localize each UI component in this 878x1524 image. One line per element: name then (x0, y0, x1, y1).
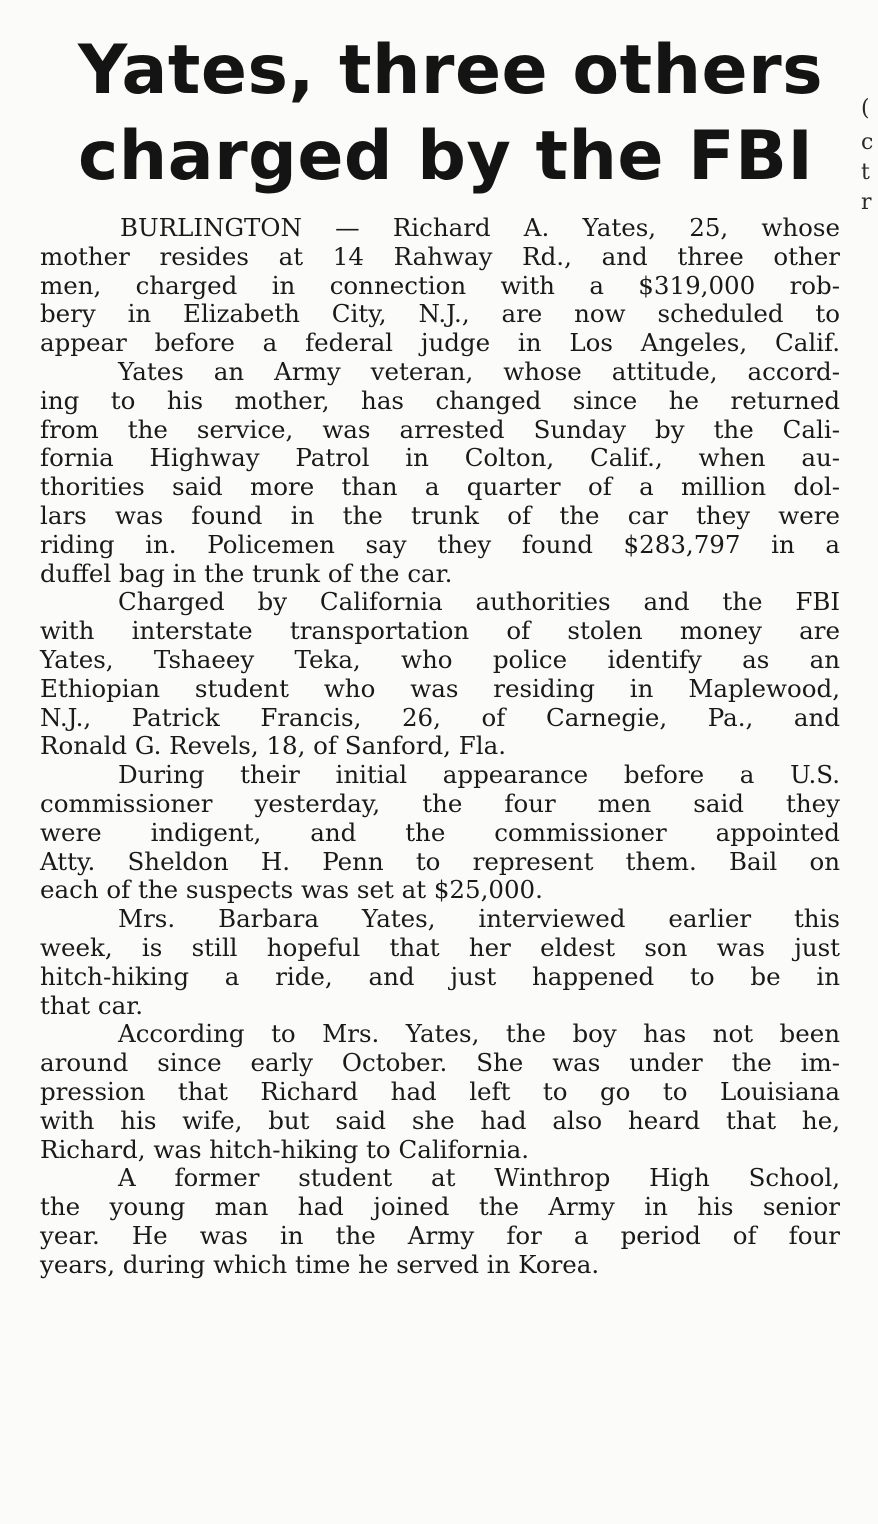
body-line: Mrs. Barbara Yates, interviewed earlier this (118, 904, 840, 934)
body-line: Yates an Army veteran, whose attitude, accord- (118, 356, 840, 386)
body-line: fornia Highway Patrol in Colton, Calif., when au- (40, 443, 840, 473)
body-line: Ethiopian student who was residing in Maplewood, (40, 673, 840, 703)
paragraph-7 (40, 1164, 840, 1279)
adjacent-column-fragment: c (861, 130, 874, 155)
body-line: Atty. Sheldon H. Penn to represent them. Bail on (40, 846, 840, 876)
paragraph-2 (40, 358, 840, 588)
body-line: commissioner yesterday, the four men said they (40, 788, 840, 818)
paragraph-1 (40, 214, 840, 358)
body-line: mother resides at 14 Rahway Rd., and three other (40, 241, 840, 271)
body-line: with his wife, but said she had also heard that he, (40, 1105, 840, 1135)
body-line: ing to his mother, has changed since he returned (40, 385, 840, 415)
headline (78, 28, 838, 200)
article-body (40, 214, 840, 1279)
body-line: thorities said more than a quarter of a million dol- (40, 472, 840, 502)
body-line: each of the suspects was set at $25,000. (40, 875, 543, 905)
body-line: years, during which time he served in Korea. (40, 1249, 600, 1279)
body-line: bery in Elizabeth City, N.J., are now scheduled to (40, 299, 840, 329)
body-line: lars was found in the trunk of the car they were (40, 500, 840, 530)
body-line: the young man had joined the Army in his senior (40, 1192, 840, 1222)
body-line: hitch-hiking a ride, and just happened to be in (40, 961, 840, 991)
body-line: from the service, was arrested Sunday by the Cali- (40, 414, 840, 444)
adjacent-column-fragment: r (861, 190, 872, 215)
body-line: Yates, Tshaeey Teka, who police identify as an (40, 644, 840, 674)
body-line: Richard, was hitch-hiking to California. (40, 1134, 530, 1164)
headline-line-1: Yates, three others (78, 31, 824, 110)
body-line: duffel bag in the trunk of the car. (40, 558, 453, 588)
body-line: During their initial appearance before a U.S. (118, 760, 840, 790)
body-line: men, charged in connection with a $319,000 rob- (40, 270, 840, 300)
paragraph-6 (40, 1020, 840, 1164)
headline-line-2: charged by the FBI (78, 117, 814, 196)
body-line: were indigent, and the commissioner appointed (40, 817, 840, 847)
paragraph-3 (40, 588, 840, 761)
body-line: pression that Richard had left to go to Louisiana (40, 1076, 840, 1106)
body-line: According to Mrs. Yates, the boy has not been (118, 1019, 840, 1049)
adjacent-column-fragment: ( (861, 96, 870, 121)
paragraph-5 (40, 905, 840, 1020)
body-line: around since early October. She was under the im- (40, 1048, 840, 1078)
body-line: BURLINGTON — Richard A. Yates, 25, whose (120, 213, 840, 242)
body-line: Ronald G. Revels, 18, of Sanford, Fla. (40, 731, 506, 761)
body-line: week, is still hopeful that her eldest son was just (40, 932, 840, 962)
body-line: appear before a federal judge in Los Angeles, Calif. (40, 328, 840, 358)
body-line: riding in. Policemen say they found $283,797 in a (40, 529, 840, 559)
paragraph-4 (40, 761, 840, 905)
body-line: that car. (40, 990, 144, 1020)
body-line: Charged by California authorities and the FBI (118, 587, 840, 617)
adjacent-column-fragment: t (861, 160, 870, 185)
body-line: A former student at Winthrop High School, (118, 1163, 840, 1193)
body-line: with interstate transportation of stolen money are (40, 616, 840, 646)
body-line: N.J., Patrick Francis, 26, of Carnegie, Pa., and (40, 702, 840, 732)
body-line: year. He was in the Army for a period of four (40, 1220, 840, 1250)
